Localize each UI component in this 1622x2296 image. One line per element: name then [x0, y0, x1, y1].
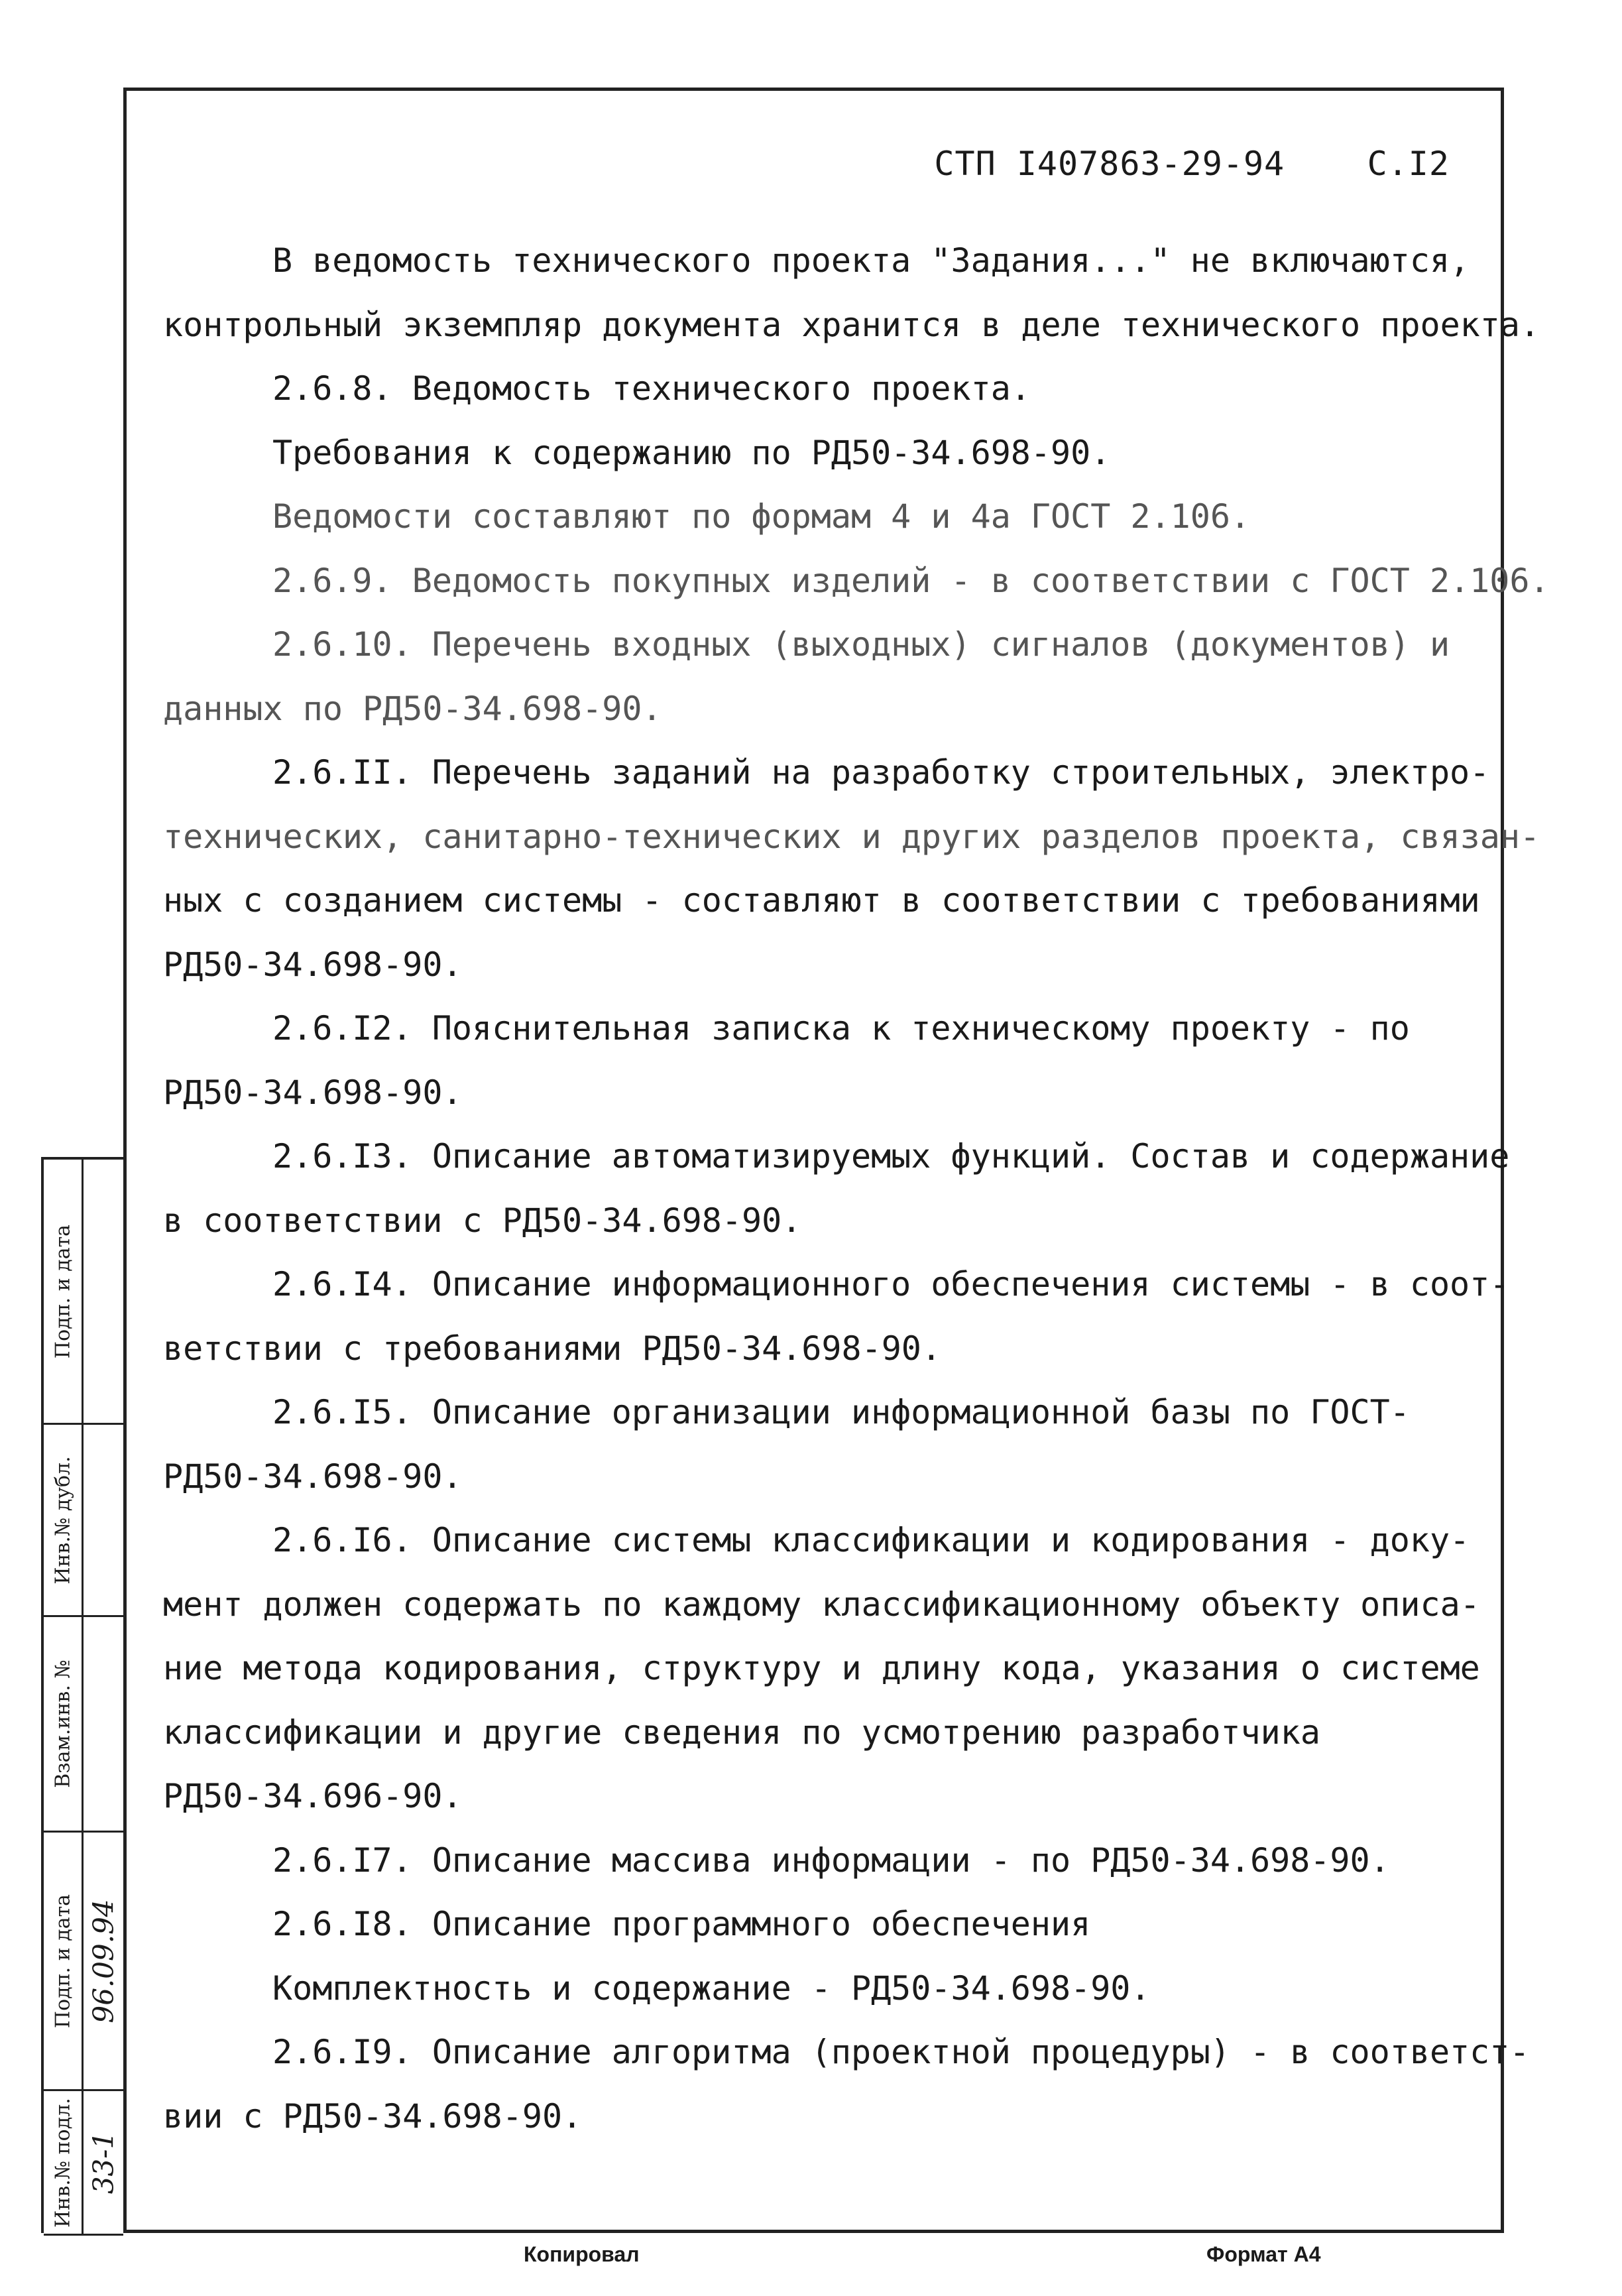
text-line: контрольный экземпляр документа хранится в деле технического проекта.	[163, 305, 1540, 344]
text-line: 2.6.I6. Описание системы классификации и кодирования - доку-	[272, 1521, 1470, 1559]
text-line: 2.6.I9. Описание алгоритма (проектной процедуры) - в соответст-	[272, 2033, 1530, 2071]
text-line: мент должен содержать по каждому классификационному объекту описа-	[163, 1585, 1480, 1624]
text-line: 2.6.II. Перечень заданий на разработку строительных, электро-	[272, 753, 1490, 792]
text-line: данных по РД50-34.698-90.	[163, 689, 662, 728]
stamp-cell	[84, 1833, 123, 2091]
stamp-cell	[44, 1425, 84, 1617]
page-number: С.I2	[1367, 145, 1450, 183]
text-line: вии с РД50-34.698-90.	[163, 2096, 583, 2136]
text-line: РД50-34.698-90.	[163, 1457, 463, 1496]
footer-format: Формат А4	[1206, 2242, 1321, 2266]
text-line: В ведомость технического проекта "Задания..." не включаются,	[272, 241, 1470, 280]
document-header	[934, 145, 1450, 183]
text-line: ветствии с требованиями РД50-34.698-90.	[163, 1329, 941, 1368]
text-line: классификации и другие сведения по усмотрению разработчика	[163, 1713, 1320, 1752]
stamp-cell	[44, 1617, 84, 1833]
text-line: Ведомости составляют по формам 4 и 4а ГОСТ 2.106.	[272, 497, 1251, 536]
text-line: 2.6.I2. Пояснительная записка к техническому проекту - по	[272, 1009, 1410, 1048]
handwritten-date: 96.09.94	[87, 1898, 120, 2024]
text-line: 2.6.I8. Описание программного обеспечения	[272, 1905, 1091, 1943]
handwritten-number: 33-1	[87, 2131, 120, 2194]
text-line: Комплектность и содержание - РД50-34.698-90.	[272, 1968, 1151, 2008]
text-line: РД50-34.698-90.	[163, 945, 463, 984]
text-line: ных с созданием системы - составляют в соответствии с требованиями	[163, 881, 1480, 920]
text-line: РД50-34.696-90.	[163, 1777, 463, 1815]
text-line: 2.6.I4. Описание информационного обеспечения системы - в соот-	[272, 1265, 1510, 1303]
text-line: РД50-34.698-90.	[163, 1073, 463, 1112]
text-line: ние метода кодирования, структуру и длину кода, указания о системе	[163, 1649, 1480, 1687]
text-line: технических, санитарно-технических и других разделов проекта, связан-	[163, 817, 1540, 856]
stamp-label: Подп. и дата	[51, 1894, 74, 2028]
stamp-label: Инв.№ дубл.	[51, 1455, 74, 1585]
stamp-label: Инв.№ подл.	[51, 2097, 74, 2228]
stamp-label: Взам.инв. №	[51, 1660, 74, 1788]
stamp-cell	[84, 1617, 123, 1833]
stamp-cell	[44, 2091, 84, 2236]
text-line: 2.6.I5. Описание организации информационной базы по ГОСТ-	[272, 1393, 1410, 1431]
stamp-cell	[84, 2091, 123, 2236]
text-line: Требования к содержанию по РД50-34.698-90.	[272, 433, 1111, 472]
stamp-cell	[44, 1833, 84, 2091]
text-line: 2.6.9. Ведомость покупных изделий - в соответствии с ГОСТ 2.106.	[272, 561, 1550, 600]
stamp-cell	[84, 1160, 123, 1425]
text-line: в соответствии с РД50-34.698-90.	[163, 1201, 802, 1240]
stamp-cell	[44, 1160, 84, 1425]
text-line: 2.6.I7. Описание массива информации - по РД50-34.698-90.	[272, 1841, 1390, 1880]
text-line: 2.6.8. Ведомость технического проекта.	[272, 369, 1031, 408]
document-body	[163, 229, 1550, 2148]
footer-copied: Копировал	[524, 2242, 640, 2266]
stamp-label: Подп. и дата	[51, 1224, 74, 1359]
stamp-cell	[84, 1425, 123, 1617]
text-line: 2.6.10. Перечень входных (выходных) сигналов (документов) и	[272, 625, 1450, 664]
margin-stamp	[41, 1157, 123, 2233]
document-code: СТП I407863-29-94	[934, 145, 1285, 183]
text-line: 2.6.I3. Описание автоматизируемых функций. Состав и содержание	[272, 1137, 1510, 1176]
